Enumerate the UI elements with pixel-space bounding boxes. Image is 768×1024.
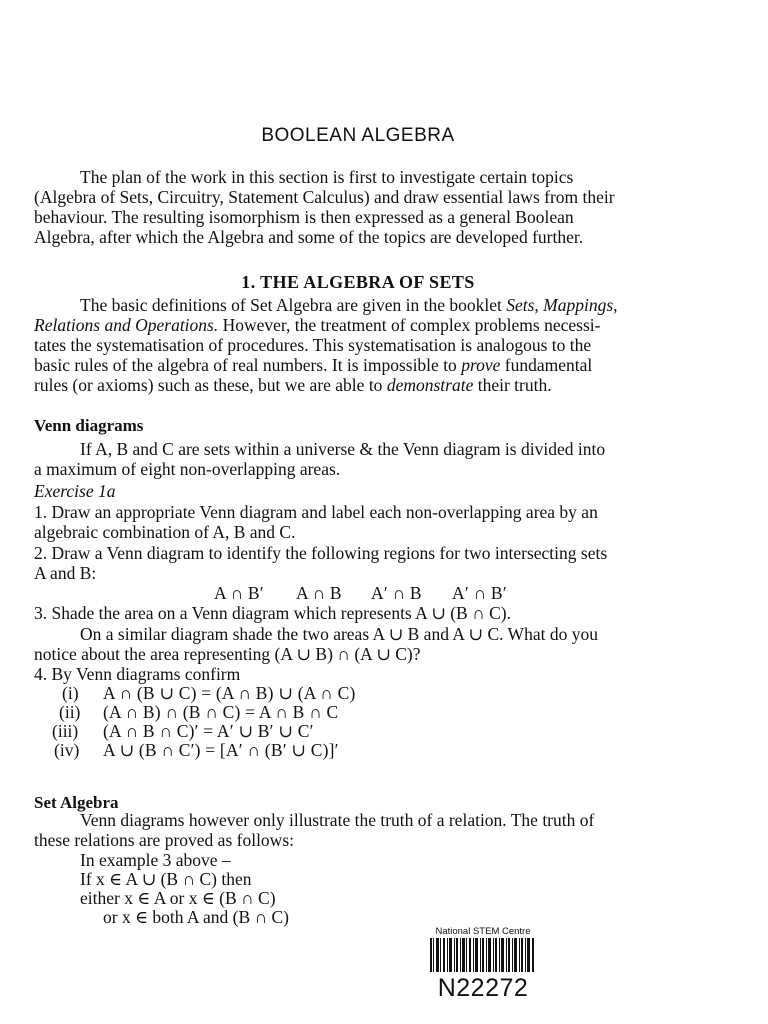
question-2-line-2: A and B: [34,563,97,583]
section-title: 1. THE ALGEBRA OF SETS [241,272,475,292]
set-algebra-heading: Set Algebra [34,793,119,812]
region-expression: A′ ∩ B′ [452,583,507,603]
set-algebra-line-6: or x ∈ both A and (B ∩ C) [103,907,290,927]
identity-expression: A ∩ (B ∪ C) = (A ∩ B) ∪ (A ∩ C) [103,683,356,703]
set-algebra-line-5: either x ∈ A or x ∈ (B ∩ C) [80,888,276,908]
set-algebra-line-2: these relations are proved as follows: [34,830,294,850]
region-expression: A ∩ B [296,583,342,603]
library-barcode-sticker [424,926,542,1002]
section-para-line-2 [34,315,600,335]
question-4-line: 4. By Venn diagrams confirm [34,664,241,684]
section-para-line-1 [80,295,618,315]
text-run: their truth. [473,375,552,395]
text-run: basic rules of the algebra of real numbers. It is impossible to [34,355,462,375]
question-1-line-2: algebraic combination of A, B and C. [34,522,296,542]
italic-title-run: Sets, Mappings, [506,295,618,315]
section-para-line-3: tates the systematisation of procedures. This systematisation is analogous to the [34,335,592,355]
italic-run: demonstrate [386,375,474,395]
venn-heading: Venn diagrams [34,416,144,435]
set-algebra-line-3: In example 3 above – [80,850,231,870]
italic-run: prove [461,355,501,375]
venn-line-1: If A, B and C are sets within a universe & the Venn diagram is divided into [80,439,606,459]
question-2-line-1: 2. Draw a Venn diagram to identify the following regions for two intersecting sets [34,543,608,563]
region-expression: A ∩ B′ [214,583,264,603]
item-number: (iv) [54,740,80,760]
barcode-icon [430,938,536,972]
intro-line-2: (Algebra of Sets, Circuitry, Statement Calculus) and draw essential laws from their [34,187,615,207]
intro-line-1: The plan of the work in this section is first to investigate certain topics [80,167,574,187]
italic-title-run: Relations and Operations. [34,315,219,335]
text-run: The basic definitions of Set Algebra are given in the booklet [80,295,507,315]
identity-expression: (A ∩ B ∩ C)′ = A′ ∪ B′ ∪ C′ [103,721,314,741]
identity-expression: A ∪ (B ∩ C′) = [A′ ∩ (B′ ∪ C)]′ [103,740,339,760]
question-3-line-1: 3. Shade the area on a Venn diagram which represents A ∪ (B ∩ C). [34,603,511,623]
barcode-number: N22272 [437,974,529,1002]
item-number: (iii) [52,721,79,741]
exercise-label: Exercise 1a [34,481,116,501]
text-run: fundamental [500,355,593,375]
item-number: (i) [62,683,79,703]
question-3-line-3: notice about the area representing (A ∪ B) ∩ (A ∪ C)? [34,644,421,664]
intro-line-3: behaviour. The resulting isomorphism is then expressed as a general Boolean [34,207,574,227]
venn-line-2: a maximum of eight non-overlapping areas. [34,459,341,479]
page-title: BOOLEAN ALGEBRA [261,125,455,146]
set-algebra-line-1: Venn diagrams however only illustrate the truth of a relation. The truth of [80,810,595,830]
text-run: However, the treatment of complex problems necessi- [218,315,601,335]
question-1-line-1: 1. Draw an appropriate Venn diagram and label each non-overlapping area by an [34,502,598,522]
section-para-line-5 [34,375,552,395]
identity-expression: (A ∩ B) ∩ (B ∩ C) = A ∩ B ∩ C [103,702,339,722]
intro-line-4: Algebra, after which the Algebra and some of the topics are developed further. [34,227,584,247]
section-para-line-4 [34,355,592,375]
region-expression: A′ ∩ B [371,583,422,603]
question-3-line-2: On a similar diagram shade the two areas A ∪ B and A ∪ C. What do you [80,624,598,644]
barcode-label: National STEM Centre [435,926,531,937]
text-run: rules (or axioms) such as these, but we are able to [34,375,387,395]
set-algebra-line-4: If x ∈ A ∪ (B ∩ C) then [80,869,252,889]
item-number: (ii) [59,702,81,722]
